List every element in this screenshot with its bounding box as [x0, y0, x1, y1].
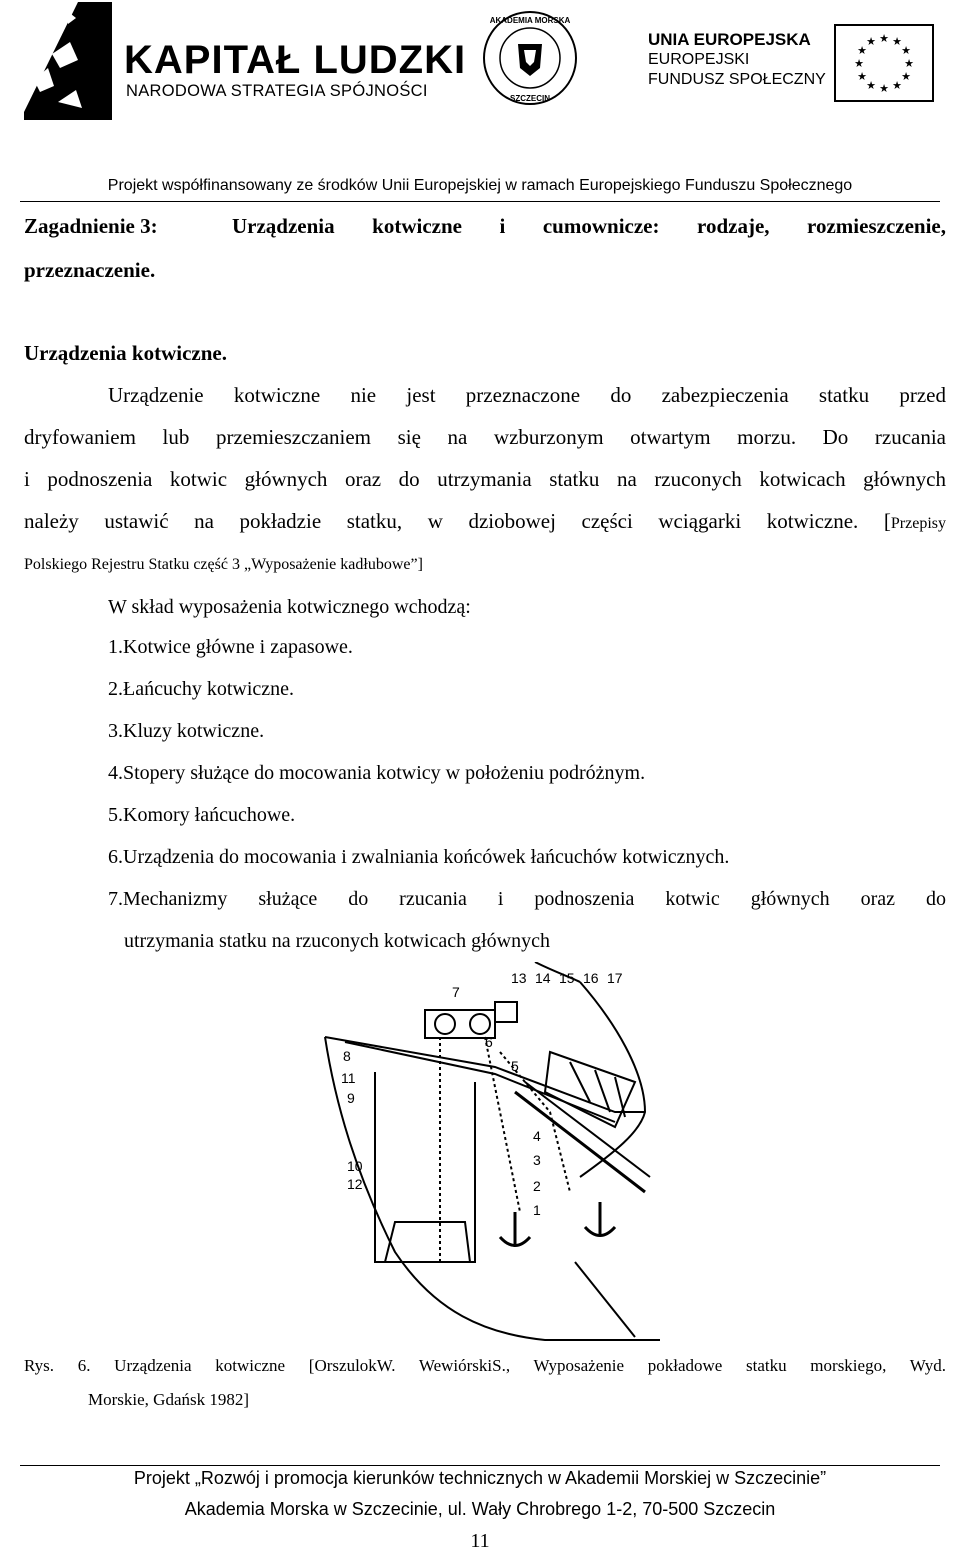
svg-text:★: ★	[904, 57, 914, 70]
eu-line-3: FUNDUSZ SPOŁECZNY	[648, 71, 826, 88]
callout-17: 17	[607, 970, 623, 986]
callout-5: 5	[511, 1058, 519, 1074]
list-item: 3.Kluzy kotwiczne.	[108, 720, 265, 742]
para-line-4-main: należy ustawić na pokładzie statku, w dziobowej części wciągarki kotwiczne. [	[24, 509, 891, 533]
svg-text:★: ★	[879, 32, 889, 45]
kapital-ludzki-logo	[18, 2, 467, 120]
list-item: 2.Łańcuchy kotwiczne.	[108, 678, 295, 700]
svg-text:★: ★	[866, 35, 876, 48]
svg-text:★: ★	[857, 44, 867, 57]
svg-text:★: ★	[879, 82, 889, 95]
callout-14: 14	[535, 970, 551, 986]
akademia-morska-seal	[482, 10, 578, 106]
para-line-2: dryfowaniem lub przemieszczaniem się na wzburzonym otwartym morzu. Do rzucania	[24, 425, 946, 449]
eu-line-2: EUROPEJSKI	[648, 51, 750, 68]
svg-text:★: ★	[892, 35, 902, 48]
callout-7: 7	[452, 984, 460, 1000]
list-item: 4.Stopery służące do mocowania kotwicy w położeniu podróżnym.	[108, 762, 646, 784]
section-heading: Urządzenia kotwiczne.	[24, 341, 227, 365]
footer-address: Akademia Morska w Szczecinie, ul. Wały Chrobrego 1-2, 70-500 Szczecin	[184, 1499, 776, 1519]
callout-6: 6	[485, 1034, 493, 1050]
list-item-continued: utrzymania statku na rzuconych kotwicach głównych	[124, 930, 550, 952]
footer-divider	[20, 1465, 940, 1466]
svg-text:★: ★	[901, 44, 911, 57]
list-item: 5.Komory łańcuchowe.	[108, 804, 296, 826]
callout-10: 10	[347, 1158, 363, 1174]
para-line-1: Urządzenie kotwiczne nie jest przeznaczone do zabezpieczenia statku przed	[108, 383, 946, 407]
list-intro: W skład wyposażenia kotwicznego wchodzą:	[108, 596, 471, 618]
header-divider	[20, 201, 940, 202]
footer-project: Projekt „Rozwój i promocja kierunków technicznych w Akademii Morskiej w Szczecinie”	[133, 1468, 827, 1488]
kapital-ludzki-title: KAPITAŁ LUDZKI	[124, 38, 467, 82]
svg-text:★: ★	[854, 57, 864, 70]
para-reference: Polskiego Rejestru Statku część 3 „Wyposażenie kadłubowe”]	[24, 556, 423, 573]
figure-caption-line-2: Morskie, Gdańsk 1982]	[88, 1390, 250, 1409]
eu-line-1: UNIA EUROPEJSKA	[648, 30, 811, 49]
para-line-4	[24, 500, 946, 545]
akademia-morska-seal-icon	[482, 10, 578, 106]
callout-2: 2	[533, 1178, 541, 1194]
list-item: 1.Kotwice główne i zapasowe.	[108, 636, 353, 658]
svg-text:AKADEMIA MORSKA: AKADEMIA MORSKA	[489, 16, 571, 25]
anchor-gear-figure	[315, 962, 660, 1342]
cofinance-note: Projekt współfinansowany ze środków Unii Europejskiej w ramach Europejskiego Funduszu Społecznego	[107, 177, 853, 194]
anchor-gear-drawing	[315, 962, 660, 1342]
para-line-3: i podnoszenia kotwic głównych oraz do utrzymania statku na rzuconych kotwicach głównych	[24, 467, 946, 491]
eu-logo	[648, 30, 938, 110]
svg-text:★: ★	[901, 70, 911, 83]
page-number: 11	[470, 1530, 490, 1552]
callout-8: 8	[343, 1048, 351, 1064]
svg-text:★: ★	[866, 79, 876, 92]
svg-text:★: ★	[892, 79, 902, 92]
callout-12: 12	[347, 1176, 363, 1192]
topic-line-1	[24, 211, 946, 241]
list-item: 7.Mechanizmy służące do rzucania i podnoszenia kotwic głównych oraz do	[108, 888, 946, 910]
svg-text:★: ★	[857, 70, 867, 83]
callout-1: 1	[533, 1202, 541, 1218]
callout-15: 15	[559, 970, 575, 986]
kapital-ludzki-emblem-icon	[18, 2, 114, 120]
callout-9: 9	[347, 1090, 355, 1106]
para-ref-start: Przepisy	[890, 515, 946, 532]
callout-11: 11	[341, 1070, 356, 1086]
topic-title: Urządzenia kotwiczne i cumownicze: rodzaje, rozmieszczenie,	[232, 214, 946, 238]
kapital-ludzki-subtitle: NARODOWA STRATEGIA SPÓJNOŚCI	[126, 82, 428, 100]
callout-3: 3	[533, 1152, 541, 1168]
callout-16: 16	[583, 970, 599, 986]
topic-label: Zagadnienie 3:	[24, 214, 158, 238]
svg-text:SZCZECIN: SZCZECIN	[510, 94, 550, 103]
eu-flag-icon	[834, 24, 934, 102]
callout-13: 13	[511, 970, 527, 986]
figure-caption-line-1: Rys. 6. Urządzenia kotwiczne [OrszulokW. WewiórskiS., Wyposażenie pokładowe statku morskiego, Wyd.	[24, 1356, 946, 1375]
topic-line-2: przeznaczenie.	[24, 258, 156, 282]
callout-4: 4	[533, 1128, 541, 1144]
list-item: 6.Urządzenia do mocowania i zwalniania końcówek łańcuchów kotwicznych.	[108, 846, 730, 868]
